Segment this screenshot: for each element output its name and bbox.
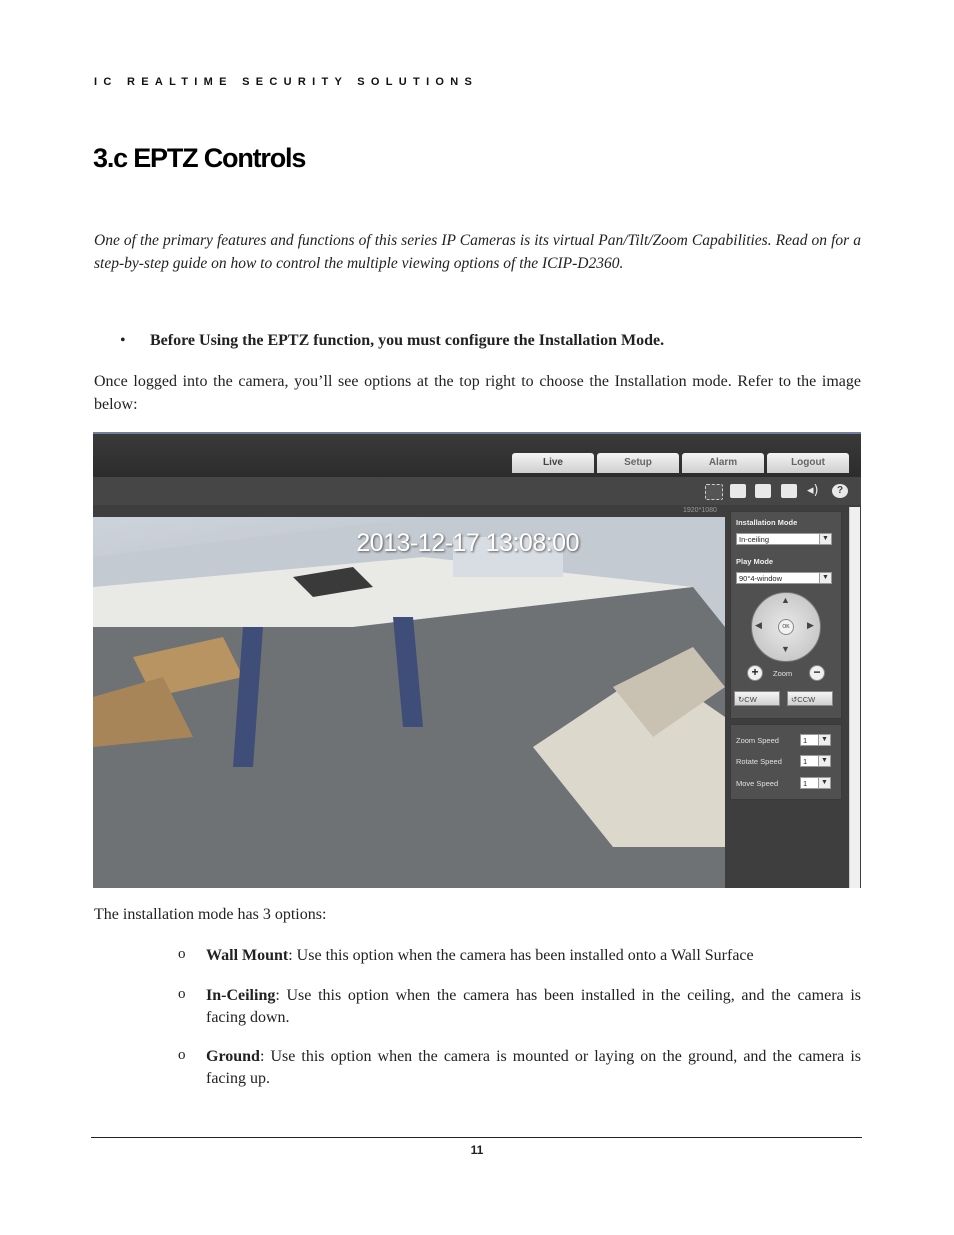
rotate-cw-button[interactable]: ↻CW <box>734 691 780 706</box>
chevron-down-icon: ▼ <box>819 573 831 583</box>
bullet-icon: • <box>120 332 126 349</box>
option-wall-mount <box>206 945 861 967</box>
option-ground <box>206 1046 861 1090</box>
tab-alarm[interactable]: Alarm <box>682 453 764 473</box>
arrow-right-icon[interactable]: ▶ <box>807 620 814 630</box>
chevron-down-icon: ▼ <box>818 756 830 766</box>
zoom-speed-label: Zoom Speed <box>736 736 779 745</box>
installation-mode-label: Installation Mode <box>736 518 798 527</box>
option-description: : Use this option when the camera is mounted or laying on the ground, and the camera is facing up. <box>206 1048 861 1087</box>
play-mode-label: Play Mode <box>736 557 774 566</box>
bullet-circle-icon: o <box>178 986 186 1002</box>
move-speed-select[interactable] <box>800 777 831 789</box>
move-speed-value: 1 <box>803 779 808 788</box>
help-icon[interactable]: ? <box>832 484 848 498</box>
live-video-feed[interactable] <box>93 517 725 888</box>
rotate-speed-value: 1 <box>803 757 808 766</box>
zoom-label: Zoom <box>773 669 793 678</box>
installation-mode-select[interactable] <box>736 533 832 545</box>
installation-mode-value: In-ceiling <box>739 535 770 544</box>
option-name: In-Ceiling <box>206 987 276 1004</box>
play-mode-select[interactable] <box>736 572 832 584</box>
section-title: 3.c EPTZ Controls <box>93 143 306 173</box>
record-icon[interactable] <box>781 484 797 498</box>
tab-setup[interactable]: Setup <box>597 453 679 473</box>
snapshot-icon[interactable] <box>755 484 771 498</box>
panel-scrollbar[interactable] <box>849 507 860 888</box>
settings-icon[interactable] <box>705 484 723 500</box>
chevron-down-icon: ▼ <box>818 735 830 745</box>
intro-paragraph: One of the primary features and functions of this series IP Cameras is its virtual Pan/Tilt/Zoom Capabilities. Read on for a step-by-step guide on how to control the multiple viewing options of the ICIP-D2360. <box>94 232 861 272</box>
footer-divider <box>91 1137 862 1138</box>
cw-label: CW <box>744 695 757 704</box>
tab-logout[interactable]: Logout <box>767 453 849 473</box>
option-description: : Use this option when the camera has been installed in the ceiling, and the camera is facing down. <box>206 987 861 1026</box>
arrow-down-icon[interactable]: ▼ <box>781 644 790 654</box>
options-intro: The installation mode has 3 options: <box>94 906 327 923</box>
bullet-circle-icon: o <box>178 946 186 962</box>
option-name: Wall Mount <box>206 947 289 964</box>
chevron-down-icon: ▼ <box>818 778 830 788</box>
bullet-circle-icon: o <box>178 1047 186 1063</box>
resolution-label: 1920*1080 <box>683 507 717 514</box>
option-description: : Use this option when the camera has been installed onto a Wall Surface <box>288 947 754 964</box>
option-name: Ground <box>206 1048 260 1065</box>
ptz-ok-button[interactable]: OK <box>778 619 794 635</box>
zoom-speed-select[interactable] <box>800 734 831 746</box>
option-in-ceiling <box>206 985 861 1029</box>
video-timestamp: 2013-12-17 13:08:00 <box>356 529 579 557</box>
camera-ui-screenshot <box>93 432 861 888</box>
warehouse-scene <box>93 517 725 888</box>
bullet-text: Before Using the EPTZ function, you must configure the Installation Mode. <box>150 332 665 349</box>
rotate-speed-label: Rotate Speed <box>736 757 782 766</box>
page-number: 11 <box>470 1143 484 1157</box>
company-header: IC REALTIME SECURITY SOLUTIONS <box>94 76 479 88</box>
arrow-left-icon[interactable]: ◀ <box>755 620 762 630</box>
rotate-ccw-button[interactable]: ↺CCW <box>787 691 833 706</box>
ccw-label: CCW <box>797 695 816 704</box>
tab-live[interactable]: Live <box>512 453 594 473</box>
body-paragraph: Once logged into the camera, you’ll see options at the top right to choose the Installation mode. Refer to the image below: <box>94 373 861 413</box>
move-speed-label: Move Speed <box>736 779 779 788</box>
zoom-speed-value: 1 <box>803 736 808 745</box>
play-mode-value: 90°4-window <box>739 574 783 583</box>
zoom-out-button[interactable]: − <box>809 665 825 681</box>
zoom-in-button[interactable]: + <box>747 665 763 681</box>
camera-icon[interactable] <box>730 484 746 498</box>
arrow-up-icon[interactable]: ▲ <box>781 595 790 605</box>
rotate-speed-select[interactable] <box>800 755 831 767</box>
audio-icon[interactable]: ◂) <box>807 483 819 498</box>
chevron-down-icon: ▼ <box>819 534 831 544</box>
